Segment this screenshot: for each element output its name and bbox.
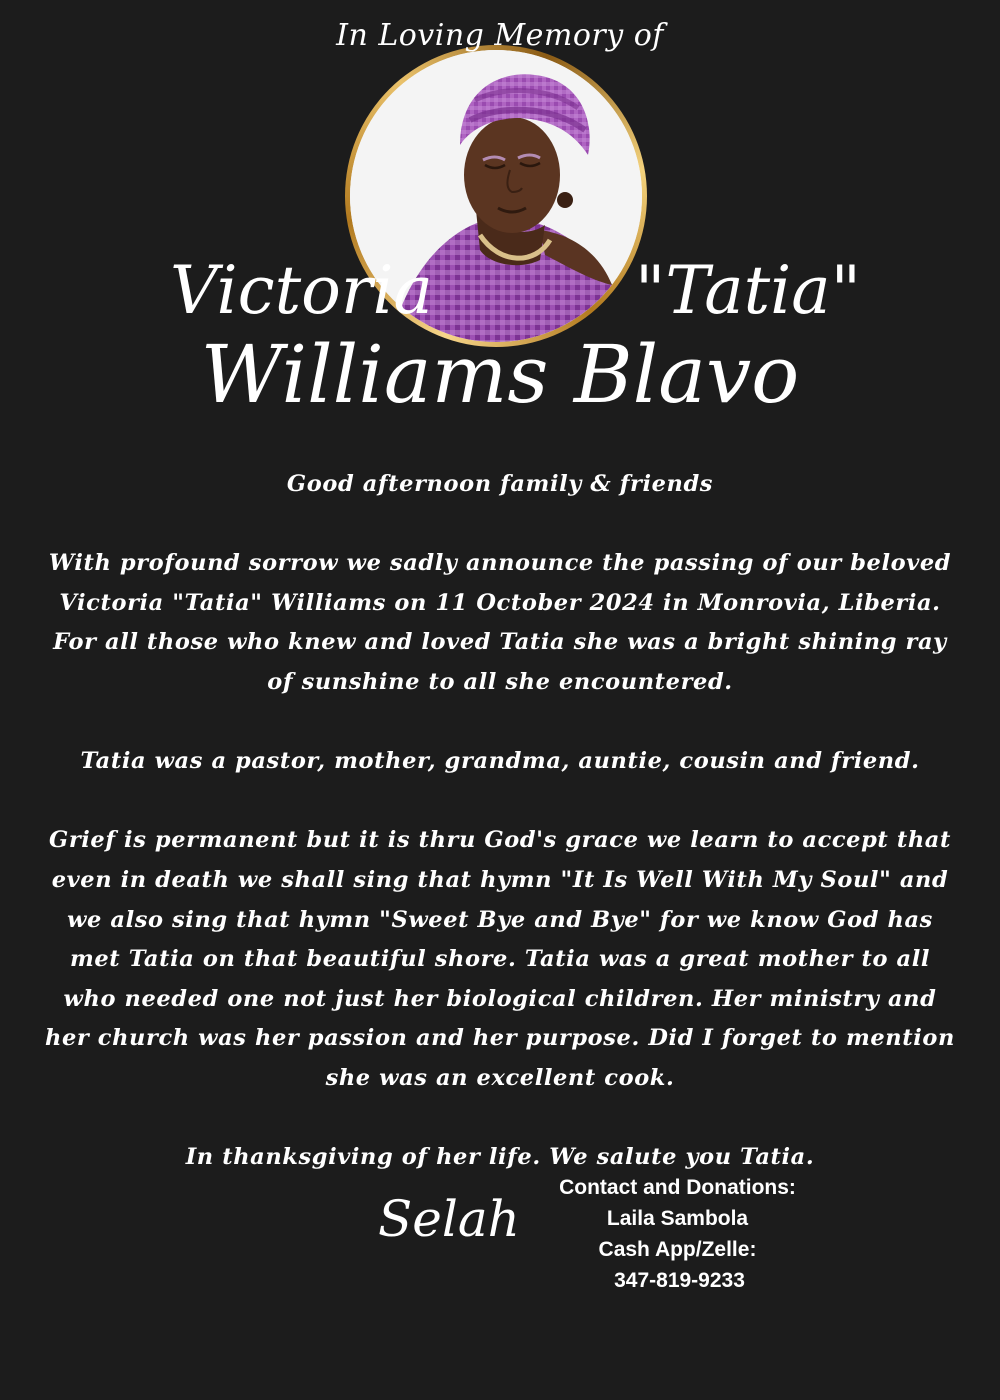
tribute-paragraph: Grief is permanent but it is thru God's grace we learn to accept that even in death we shall sing that hymn "It Is Well With My Soul" and we also sing that hymn "Sweet Bye and Bye" for we know God has met Tatia on that beautiful shore. Tatia was a great mother to all who needed one not just her biological children. Her ministry and her church was her passion and her purpose. Did I forget to mention she was an excellent cook. — [45, 827, 955, 1091]
contact-phone: 347-819-9233 — [614, 1269, 745, 1292]
roles-paragraph: Tatia was a pastor, mother, grandma, auntie, cousin and friend. — [80, 748, 920, 775]
memorial-heading: In Loving Memory of — [336, 18, 664, 53]
memorial-message — [40, 465, 960, 1217]
first-name: Victoria — [170, 252, 433, 329]
last-name: Williams Blavo — [200, 328, 800, 421]
nickname: "Tatia" — [635, 252, 861, 329]
contact-method: Cash App/Zelle: — [598, 1238, 757, 1261]
contact-block — [545, 1172, 810, 1296]
announcement-paragraph: With profound sorrow we sadly announce the passing of our beloved Victoria "Tatia" Williams on 11 October 2024 in Monrovia, Liberia. For all those who knew and loved Tatia she was a bright shining ray of sunshine to all she encountered. — [48, 550, 952, 695]
closing-line: In thanksgiving of her life. We salute you Tatia. — [185, 1144, 815, 1171]
contact-name: Laila Sambola — [606, 1207, 749, 1230]
greeting-line: Good afternoon family & friends — [286, 471, 714, 497]
signoff: Selah — [378, 1190, 520, 1248]
contact-heading: Contact and Donations: — [559, 1176, 796, 1199]
